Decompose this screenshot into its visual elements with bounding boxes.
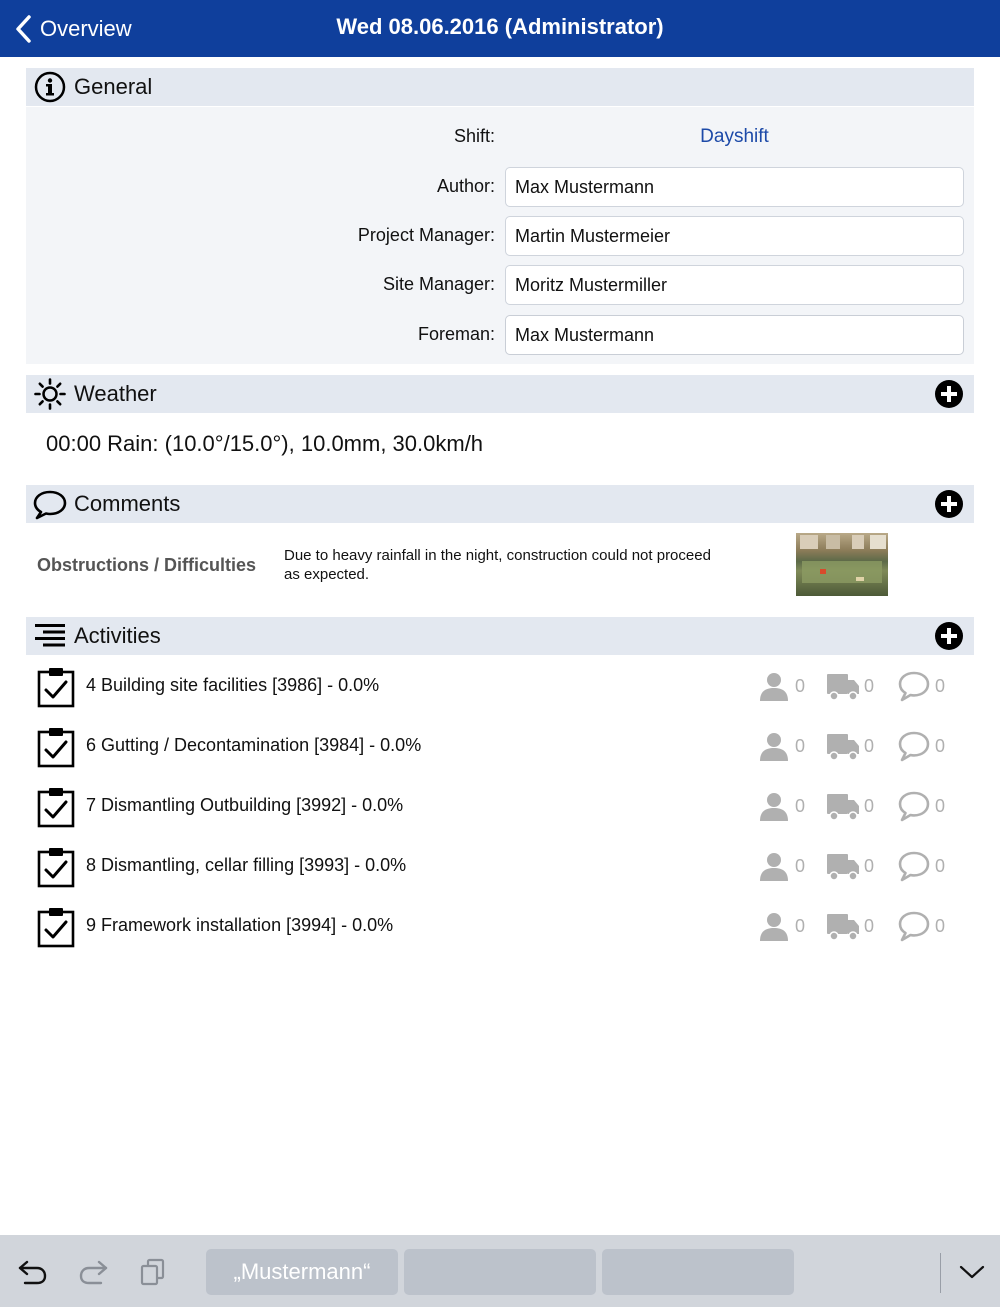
truck-icon	[826, 850, 860, 882]
add-comment-button[interactable]	[935, 490, 963, 518]
activity-row[interactable]	[26, 776, 974, 836]
activity-row[interactable]	[26, 896, 974, 956]
clipboard-check-icon	[36, 666, 76, 708]
vehicles-count: 0	[864, 675, 875, 696]
person-icon	[757, 670, 791, 702]
navigation-bar	[0, 0, 1000, 57]
vehicles-counter[interactable]	[826, 850, 874, 882]
person-icon	[757, 790, 791, 822]
paste-button[interactable]	[135, 1257, 171, 1287]
vehicles-count: 0	[864, 915, 875, 936]
author-row	[26, 167, 974, 207]
info-icon	[26, 68, 74, 106]
workers-counter[interactable]	[757, 670, 805, 702]
copy-icon	[138, 1257, 168, 1287]
workers-count: 0	[795, 795, 806, 816]
clipboard-check-icon	[36, 786, 76, 828]
activity-row[interactable]	[26, 656, 974, 716]
vehicles-counter[interactable]	[826, 790, 874, 822]
activity-row[interactable]	[26, 836, 974, 896]
activity-label: 6 Gutting / Decontamination [3984] - 0.0%	[86, 735, 422, 755]
toolbar-divider	[940, 1253, 941, 1293]
chevron-down-icon	[957, 1262, 987, 1282]
workers-count: 0	[795, 735, 806, 756]
speech-bubble-icon	[26, 485, 74, 523]
workers-counter[interactable]	[757, 850, 805, 882]
section-header-activities	[26, 617, 974, 655]
project-manager-field[interactable]	[505, 216, 964, 256]
workers-count: 0	[795, 675, 806, 696]
comments-counter[interactable]	[897, 670, 945, 702]
comments-count: 0	[935, 735, 946, 756]
comments-count: 0	[935, 915, 946, 936]
section-title-general: General	[74, 74, 153, 99]
section-title-comments: Comments	[74, 491, 181, 516]
vehicles-count: 0	[864, 735, 875, 756]
comment-category: Obstructions / Difficulties	[37, 555, 257, 575]
author-label: Author:	[436, 176, 495, 196]
workers-counter[interactable]	[757, 730, 805, 762]
section-header-weather	[26, 375, 974, 413]
project-manager-row	[26, 216, 974, 256]
speech-bubble-icon	[897, 730, 931, 762]
speech-bubble-icon	[897, 670, 931, 702]
dismiss-keyboard-button[interactable]	[954, 1257, 990, 1287]
redo-icon	[77, 1258, 109, 1286]
truck-icon	[826, 670, 860, 702]
foreman-field[interactable]	[505, 315, 964, 355]
activity-label: 7 Dismantling Outbuilding [3992] - 0.0%	[86, 795, 404, 815]
comments-counter[interactable]	[897, 850, 945, 882]
comments-counter[interactable]	[897, 790, 945, 822]
workers-count: 0	[795, 855, 806, 876]
author-field[interactable]	[505, 167, 964, 207]
shift-row	[26, 117, 974, 157]
comments-count: 0	[935, 855, 946, 876]
activity-row[interactable]	[26, 716, 974, 776]
comment-text: Due to heavy rainfall in the night, construction could not proceed as expected.	[284, 547, 711, 583]
activity-label: 9 Framework installation [3994] - 0.0%	[86, 915, 394, 935]
undo-button[interactable]	[15, 1257, 51, 1287]
clipboard-check-icon	[36, 906, 76, 948]
section-title-weather: Weather	[74, 381, 157, 406]
person-icon	[757, 910, 791, 942]
add-activity-button[interactable]	[935, 622, 963, 650]
redo-button[interactable]	[75, 1257, 111, 1287]
truck-icon	[826, 790, 860, 822]
comments-count: 0	[935, 675, 946, 696]
autocomplete-suggestion-3[interactable]	[602, 1249, 794, 1295]
workers-counter[interactable]	[757, 790, 805, 822]
comments-count: 0	[935, 795, 946, 816]
comment-photo-thumbnail[interactable]	[796, 533, 888, 596]
workers-counter[interactable]	[757, 910, 805, 942]
person-icon	[757, 850, 791, 882]
truck-icon	[826, 910, 860, 942]
speech-bubble-icon	[897, 910, 931, 942]
activity-label: 4 Building site facilities [3986] - 0.0%	[86, 675, 380, 695]
comments-counter[interactable]	[897, 730, 945, 762]
clipboard-check-icon	[36, 846, 76, 888]
site-manager-field[interactable]	[505, 265, 964, 305]
vehicles-counter[interactable]	[826, 730, 874, 762]
general-form	[26, 107, 974, 364]
vehicles-counter[interactable]	[826, 910, 874, 942]
site-manager-label: Site Manager:	[382, 274, 495, 294]
sun-icon	[26, 375, 74, 413]
workers-count: 0	[795, 915, 806, 936]
page-title: Wed 08.06.2016 (Administrator)	[336, 14, 664, 39]
project-manager-label: Project Manager:	[357, 225, 495, 245]
vehicles-counter[interactable]	[826, 670, 874, 702]
weather-entry[interactable]: 00:00 Rain: (10.0°/15.0°), 10.0mm, 30.0km/h	[46, 431, 484, 456]
undo-icon	[17, 1258, 49, 1286]
foreman-label: Foreman:	[417, 324, 495, 344]
truck-icon	[826, 730, 860, 762]
shift-label: Shift:	[453, 126, 495, 146]
clipboard-check-icon	[36, 726, 76, 768]
comment-item[interactable]	[26, 523, 974, 608]
site-manager-row	[26, 265, 974, 305]
autocomplete-suggestion-1[interactable]: „Mustermann“	[206, 1249, 398, 1295]
vehicles-count: 0	[864, 855, 875, 876]
back-button-label: Overview	[40, 16, 132, 41]
list-icon	[26, 617, 74, 655]
activity-label: 8 Dismantling, cellar filling [3993] - 0.0%	[86, 855, 407, 875]
autocomplete-suggestion-2[interactable]	[404, 1249, 596, 1295]
foreman-row	[26, 315, 974, 355]
section-header-comments	[26, 485, 974, 523]
speech-bubble-icon	[897, 790, 931, 822]
keyboard-shortcut-bar	[0, 1235, 1000, 1307]
add-weather-button[interactable]	[935, 380, 963, 408]
vehicles-count: 0	[864, 795, 875, 816]
shift-selector[interactable]: Dayshift	[700, 126, 769, 147]
section-title-activities: Activities	[74, 623, 161, 648]
speech-bubble-icon	[897, 850, 931, 882]
section-header-general	[26, 68, 974, 106]
comments-counter[interactable]	[897, 910, 945, 942]
person-icon	[757, 730, 791, 762]
